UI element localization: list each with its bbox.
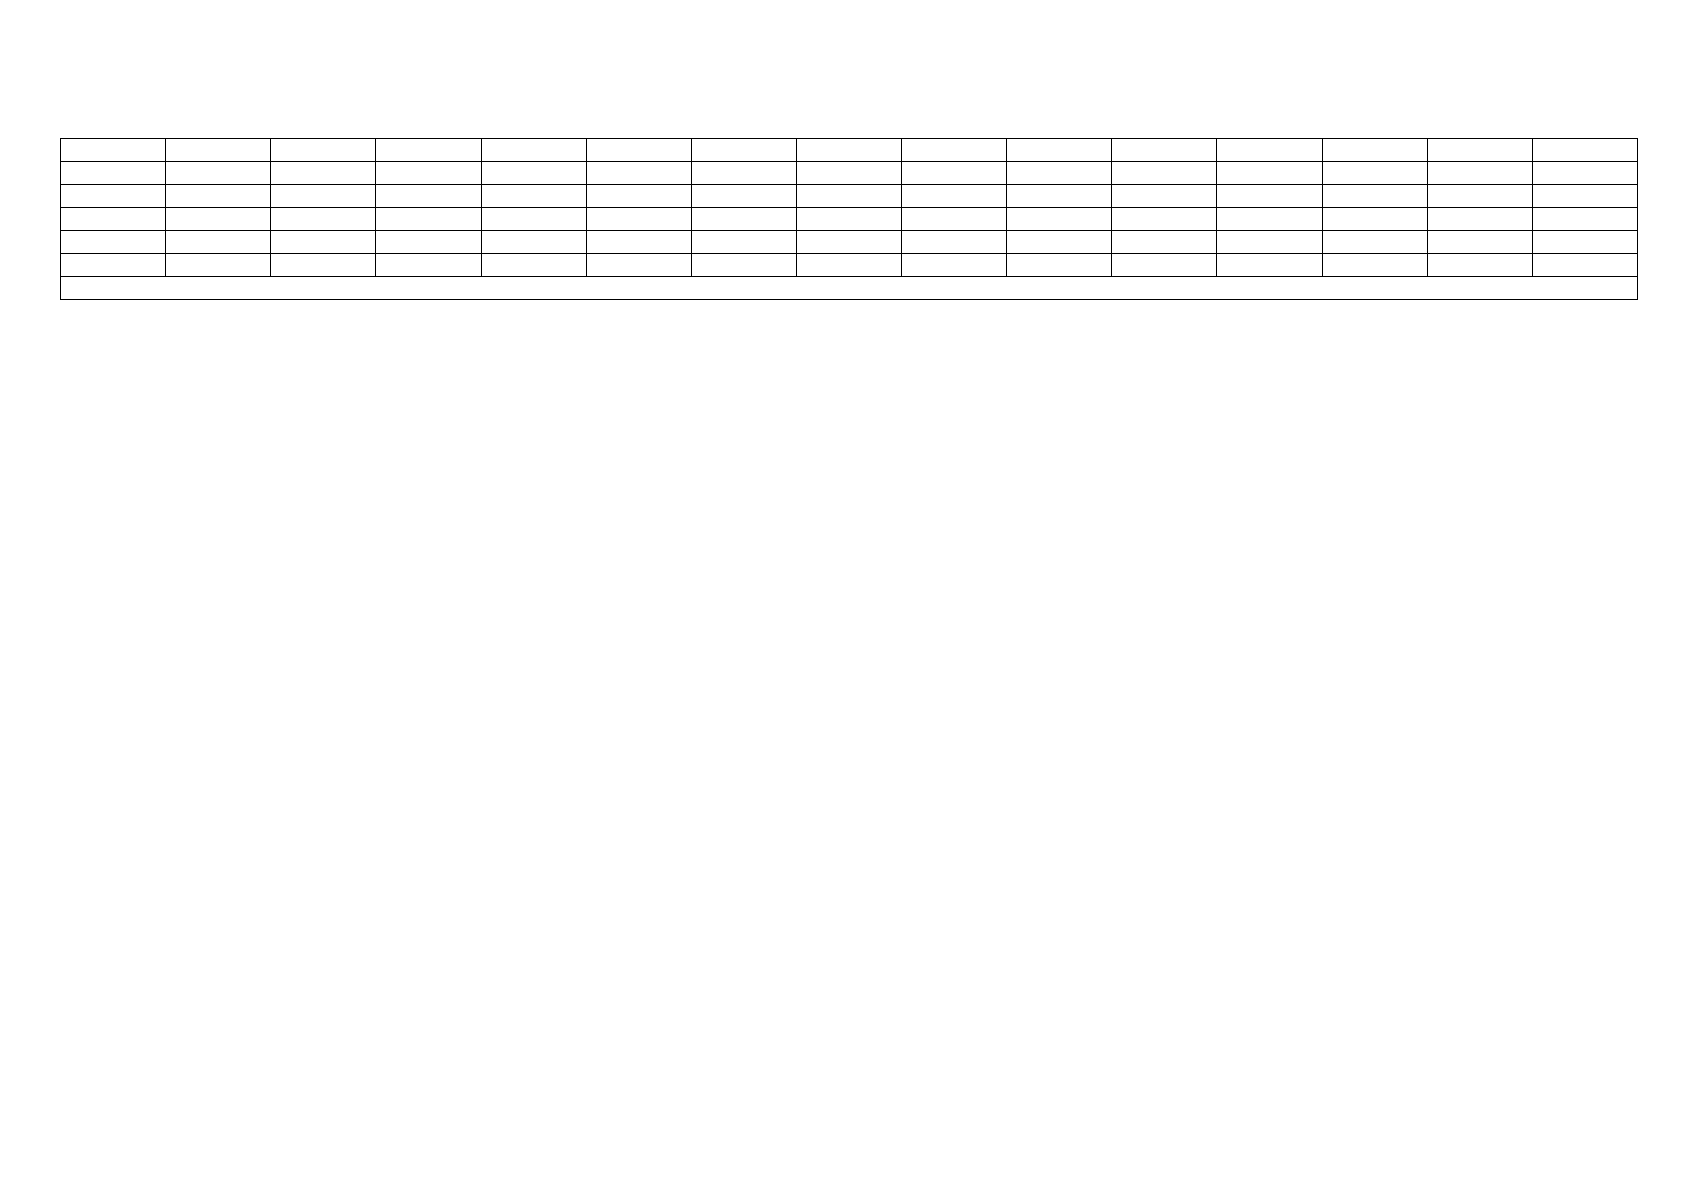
table-cell <box>166 162 271 185</box>
column-header <box>271 139 376 162</box>
table-cell <box>166 185 271 208</box>
table-cell <box>1427 185 1532 208</box>
table-row <box>61 185 1638 208</box>
column-header <box>1217 139 1322 162</box>
table-cell <box>1532 208 1637 231</box>
table-cell <box>902 162 1007 185</box>
table-cell <box>796 208 901 231</box>
table-cell <box>691 162 796 185</box>
column-header <box>586 139 691 162</box>
table-cell <box>902 254 1007 277</box>
table-cell <box>61 162 166 185</box>
table-cell <box>376 185 481 208</box>
table-cell <box>586 208 691 231</box>
table-cell <box>1007 254 1112 277</box>
table-cell <box>61 208 166 231</box>
table-cell <box>1427 231 1532 254</box>
table-cell <box>1112 162 1217 185</box>
table-cell <box>796 185 901 208</box>
table-cell <box>481 162 586 185</box>
table-row <box>61 162 1638 185</box>
table-cell <box>1427 208 1532 231</box>
table-cell <box>271 162 376 185</box>
table-cell <box>1007 162 1112 185</box>
table-cell <box>1532 185 1637 208</box>
table-cell <box>902 208 1007 231</box>
table-cell <box>271 231 376 254</box>
table-cell <box>902 185 1007 208</box>
table-cell <box>376 254 481 277</box>
table-cell <box>1217 208 1322 231</box>
table-cell <box>376 162 481 185</box>
table-cell <box>61 254 166 277</box>
table-cell <box>271 185 376 208</box>
table-body <box>61 162 1638 277</box>
table-cell <box>271 254 376 277</box>
document-title <box>60 108 1638 128</box>
column-header <box>61 139 166 162</box>
section-label <box>61 277 1638 300</box>
table-cell <box>376 208 481 231</box>
table-cell <box>1322 208 1427 231</box>
table-cell <box>691 254 796 277</box>
page-number <box>60 40 1638 58</box>
table-header-row <box>61 139 1638 162</box>
table-cell <box>1427 162 1532 185</box>
column-header <box>1532 139 1637 162</box>
table-cell <box>1112 231 1217 254</box>
table-cell <box>271 208 376 231</box>
table-cell <box>586 231 691 254</box>
table-cell <box>1007 185 1112 208</box>
table-cell <box>1112 208 1217 231</box>
table-cell <box>481 231 586 254</box>
column-header <box>481 139 586 162</box>
table-cell <box>376 231 481 254</box>
column-header <box>1427 139 1532 162</box>
column-header <box>691 139 796 162</box>
column-header <box>796 139 901 162</box>
table-cell <box>1427 254 1532 277</box>
table-cell <box>586 162 691 185</box>
column-header <box>1112 139 1217 162</box>
table-cell <box>1217 162 1322 185</box>
table-cell <box>1532 162 1637 185</box>
table-cell <box>691 208 796 231</box>
table-cell <box>1112 185 1217 208</box>
table-cell <box>166 231 271 254</box>
table-cell <box>166 254 271 277</box>
table-cell <box>1322 185 1427 208</box>
table-cell <box>61 231 166 254</box>
table-cell <box>1532 254 1637 277</box>
table-cell <box>166 208 271 231</box>
table-cell <box>481 254 586 277</box>
column-header <box>376 139 481 162</box>
table-cell <box>1112 254 1217 277</box>
table-cell <box>1217 185 1322 208</box>
section-row <box>61 277 1638 300</box>
table-row <box>61 231 1638 254</box>
table-cell <box>1322 254 1427 277</box>
table-row <box>61 254 1638 277</box>
table-cell <box>1322 231 1427 254</box>
table-cell <box>1007 231 1112 254</box>
column-header <box>1007 139 1112 162</box>
table-cell <box>796 162 901 185</box>
table-row <box>61 208 1638 231</box>
table-cell <box>481 208 586 231</box>
column-header <box>902 139 1007 162</box>
table-cell <box>796 231 901 254</box>
table-cell <box>1217 231 1322 254</box>
table-cell <box>691 185 796 208</box>
column-header <box>166 139 271 162</box>
table-cell <box>1532 231 1637 254</box>
table-cell <box>1007 208 1112 231</box>
data-table <box>60 138 1638 300</box>
table-cell <box>61 185 166 208</box>
table-cell <box>902 231 1007 254</box>
table-cell <box>481 185 586 208</box>
table-cell <box>691 231 796 254</box>
table-cell <box>1322 162 1427 185</box>
table-cell <box>1217 254 1322 277</box>
column-header <box>1322 139 1427 162</box>
table-cell <box>586 254 691 277</box>
table-cell <box>796 254 901 277</box>
table-cell <box>586 185 691 208</box>
